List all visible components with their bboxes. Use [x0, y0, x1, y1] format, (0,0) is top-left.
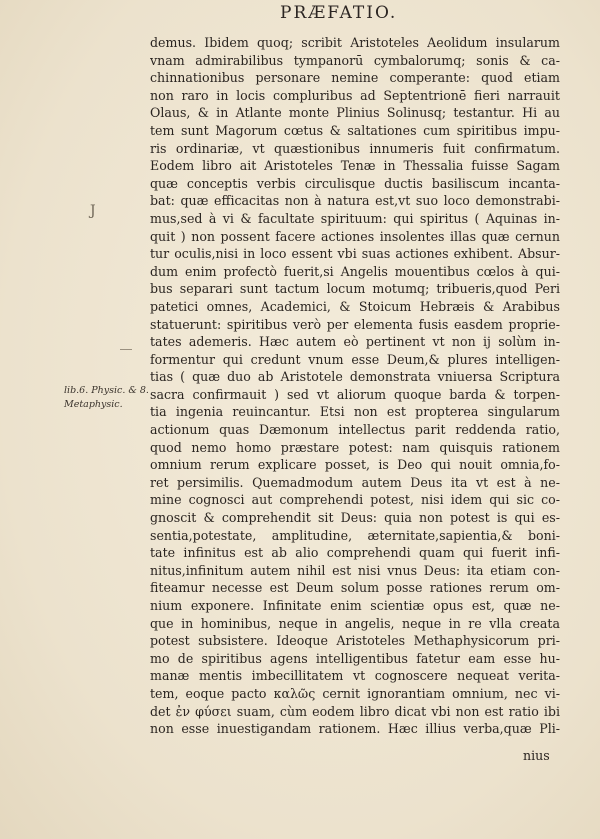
text-line-10: bat: quæ efficacitas non à natura est,vt suo loco demonstrabi-: [150, 193, 560, 209]
text-line-32: fiteamur necesse est Deum solum posse rationes rerum om-: [150, 580, 560, 596]
text-line-4: non raro in locis compluribus ad Septentrionē fieri narrauit: [150, 87, 560, 103]
text-line-35: potest subsistere. Ideoque Aristoteles Methaphysicorum pri-: [150, 633, 560, 649]
text-line-34: que in hominibus, neque in angelis, neque in re vlla creata: [150, 615, 560, 631]
text-line-9: quæ conceptis verbis circulisque ductis basiliscum incanta-: [150, 175, 560, 191]
text-line-15: bus separari sunt tactum locum motumq; tribueris,quod Peri: [150, 281, 560, 297]
text-line-30: tate infinitus est ab alio comprehendi quam qui fuerit infi-: [150, 545, 560, 561]
text-line-8: Eodem libro ait Aristoteles Tenæ in Thessalia fuisse Sagam: [150, 158, 560, 174]
text-line-21: sacra confirmauit ) sed vt aliorum quoque barda & torpen-: [150, 386, 560, 402]
body-text: [150, 34, 560, 738]
text-line-31: nitus,infinitum autem nihil est nisi vnus Deus: ita etiam con-: [150, 562, 560, 578]
catchword: nius: [523, 748, 550, 763]
text-line-40: non esse inuestigandam rationem. Hæc illius verba,quæ Pli-: [150, 721, 560, 737]
text-line-29: sentia,potestate, amplitudine, æternitate,sapientia,& boni-: [150, 527, 560, 543]
text-line-23: actionum quas Dæmonum intellectus parit reddenda ratio,: [150, 422, 560, 438]
margin-dash-mark: [120, 349, 132, 350]
running-head: PRÆFATIO.: [280, 3, 398, 23]
text-line-39: det ἐν φύσει suam, cùm eodem libro dicat vbi non est ratio ibi: [150, 703, 560, 719]
text-line-18: tates ademeris. Hæc autem eò pertinent vt non ij solùm in-: [150, 334, 560, 350]
text-line-14: dum enim profectò fuerit,si Angelis mouentibus cœlos à qui-: [150, 263, 560, 279]
text-line-6: tem sunt Magorum cœtus & saltationes cum spiritibus impu-: [150, 122, 560, 138]
text-line-17: statuerunt: spiritibus verò per elementa fusis easdem proprie-: [150, 316, 560, 332]
marginal-note-reference: lib.6. Physic. & 8.: [64, 385, 149, 396]
text-line-26: ret persimilis. Quemadmodum autem Deus ita vt est à ne-: [150, 474, 560, 490]
text-line-1: demus. Ibidem quoq; scribit Aristoteles Aeolidum insularum: [150, 35, 560, 50]
text-line-11: mus,sed à vi & facultate spirituum: qui spiritus ( Aquinas in-: [150, 210, 560, 226]
text-line-13: tur oculis,nisi in loco essent vbi suas actiones exhibent. Absur-: [150, 246, 560, 262]
pen-mark: J: [90, 203, 96, 219]
text-line-37: manæ mentis imbecillitatem vt cognoscere nequeat verita-: [150, 668, 560, 684]
text-line-2: vnam admirabilibus tympanorū cymbalorumq; sonis & ca-: [150, 52, 560, 68]
text-line-38: tem, eoque pacto καλῶς cernit ignorantiam omnium, nec vi-: [150, 685, 560, 701]
text-line-3: chinnationibus personare nemine comperante: quod etiam: [150, 70, 560, 86]
text-line-25: omnium rerum explicare posset, is Deo qui nouit omnia,fo-: [150, 457, 560, 473]
text-line-16: patetici omnes, Academici, & Stoicum Hebræis & Arabibus: [150, 298, 560, 314]
text-line-36: mo de spiritibus agens intelligentibus fatetur eam esse hu-: [150, 650, 560, 666]
text-line-28: gnoscit & comprehendit sit Deus: quia non potest is qui es-: [150, 510, 560, 526]
text-line-22: tia ingenia reuincantur. Etsi non est propterea singularum: [150, 404, 560, 420]
text-line-12: quit ) non possent facere actiones insolentes illas quæ cernun: [150, 228, 560, 244]
text-line-20: tias ( quæ duo ab Aristotele demonstrata vniuersa Scriptura: [150, 369, 560, 385]
text-line-19: formentur qui credunt vnum esse Deum,& plures intelligen-: [150, 351, 560, 367]
marginal-note-reference-cont: Metaphysic.: [64, 399, 123, 410]
text-line-27: mine cognosci aut comprehendi potest, nisi idem qui sic co-: [150, 492, 560, 508]
text-line-24: quod nemo homo præstare potest: nam quisquis rationem: [150, 439, 560, 455]
text-line-7: ris ordinariæ, vt quæstionibus innumeris fuit confirmatum.: [150, 140, 560, 156]
text-line-5: Olaus, & in Atlante monte Plinius Solinusq; testantur. Hi au: [150, 105, 560, 121]
text-line-33: nium exponere. Infinitate enim scientiæ opus est, quæ ne-: [150, 598, 560, 613]
